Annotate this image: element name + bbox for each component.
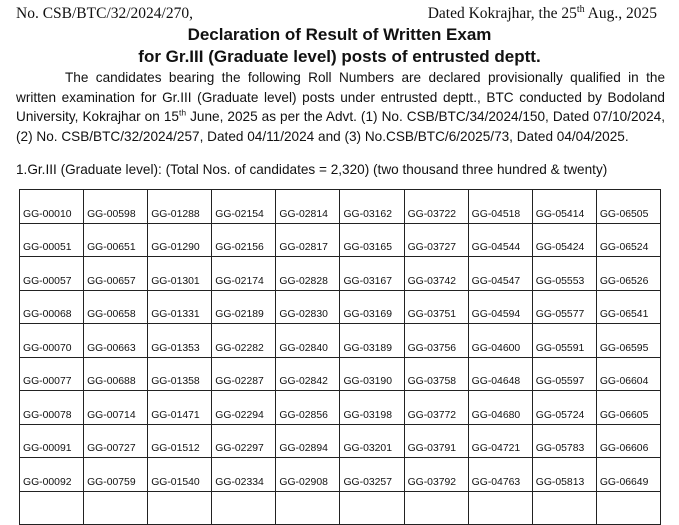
roll-number-cell: GG-04547 <box>468 257 532 291</box>
roll-number-cell <box>148 491 212 525</box>
roll-number-cell: GG-03758 <box>404 357 468 391</box>
roll-number-cell: GG-02856 <box>276 391 340 425</box>
roll-number-cell <box>276 491 340 525</box>
roll-number-cell: GG-01512 <box>148 424 212 458</box>
roll-number-cell: GG-06505 <box>596 190 660 224</box>
roll-number-cell: GG-01471 <box>148 391 212 425</box>
roll-number-cell: GG-02334 <box>212 458 276 492</box>
roll-number-cell: GG-05813 <box>532 458 596 492</box>
table-row <box>20 391 661 425</box>
roll-number-cell: GG-03190 <box>340 357 404 391</box>
roll-number-cell: GG-02297 <box>212 424 276 458</box>
roll-number-cell: GG-03162 <box>340 190 404 224</box>
roll-number-cell: GG-01331 <box>148 290 212 324</box>
roll-number-cell <box>84 491 148 525</box>
roll-number-table <box>19 189 661 525</box>
roll-number-cell: GG-04721 <box>468 424 532 458</box>
paragraph-ordinal: th <box>178 107 187 118</box>
roll-number-cell: GG-01288 <box>148 190 212 224</box>
roll-number-cell: GG-05597 <box>532 357 596 391</box>
roll-number-cell: GG-00070 <box>20 324 84 358</box>
roll-number-cell: GG-06604 <box>596 357 660 391</box>
roll-number-cell: GG-03201 <box>340 424 404 458</box>
roll-number-cell: GG-02287 <box>212 357 276 391</box>
roll-number-cell: GG-04648 <box>468 357 532 391</box>
title-line-2: for Gr.III (Graduate level) posts of entrusted deptt. <box>138 47 541 66</box>
roll-number-cell: GG-03198 <box>340 391 404 425</box>
roll-number-cell: GG-02830 <box>276 290 340 324</box>
roll-number-cell: GG-03792 <box>404 458 468 492</box>
table-row <box>20 458 661 492</box>
roll-number-cell <box>532 491 596 525</box>
roll-number-cell: GG-04763 <box>468 458 532 492</box>
title-line-1: Declaration of Result of Written Exam <box>187 25 492 44</box>
roll-number-cell: GG-05577 <box>532 290 596 324</box>
roll-number-cell: GG-03751 <box>404 290 468 324</box>
roll-number-cell: GG-06606 <box>596 424 660 458</box>
roll-number-cell: GG-02154 <box>212 190 276 224</box>
roll-number-cell: GG-00727 <box>84 424 148 458</box>
roll-number-cell: GG-02189 <box>212 290 276 324</box>
roll-number-cell: GG-00598 <box>84 190 148 224</box>
roll-number-cell: GG-06541 <box>596 290 660 324</box>
roll-number-cell: GG-03742 <box>404 257 468 291</box>
roll-number-cell: GG-00688 <box>84 357 148 391</box>
roll-number-cell: GG-00010 <box>20 190 84 224</box>
roll-number-cell <box>404 491 468 525</box>
roll-number-cell: GG-01290 <box>148 223 212 257</box>
roll-number-cell: GG-02842 <box>276 357 340 391</box>
roll-number-cell: GG-02908 <box>276 458 340 492</box>
roll-number-cell: GG-02282 <box>212 324 276 358</box>
table-row <box>20 257 661 291</box>
roll-number-cell: GG-05414 <box>532 190 596 224</box>
roll-number-cell: GG-02156 <box>212 223 276 257</box>
roll-number-cell: GG-02828 <box>276 257 340 291</box>
roll-number-cell: GG-05553 <box>532 257 596 291</box>
roll-number-cell: GG-02294 <box>212 391 276 425</box>
table-row <box>20 424 661 458</box>
roll-number-cell: GG-02894 <box>276 424 340 458</box>
table-row <box>20 190 661 224</box>
roll-number-cell <box>212 491 276 525</box>
roll-number-cell: GG-00078 <box>20 391 84 425</box>
roll-number-cell: GG-00658 <box>84 290 148 324</box>
roll-number-cell: GG-04594 <box>468 290 532 324</box>
table-row <box>20 491 661 525</box>
roll-number-cell: GG-06526 <box>596 257 660 291</box>
roll-number-cell: GG-05783 <box>532 424 596 458</box>
section-heading: 1.Gr.III (Graduate level): (Total Nos. of candidates = 2,320) (two thousand three hundred & twenty) <box>16 162 608 177</box>
roll-number-cell: GG-02174 <box>212 257 276 291</box>
roll-number-cell: GG-04680 <box>468 391 532 425</box>
roll-number-cell: GG-06649 <box>596 458 660 492</box>
table-row <box>20 357 661 391</box>
roll-number-table-body <box>20 190 661 525</box>
roll-number-cell: GG-00092 <box>20 458 84 492</box>
roll-number-cell: GG-03165 <box>340 223 404 257</box>
roll-number-cell <box>20 491 84 525</box>
table-row <box>20 223 661 257</box>
roll-number-cell: GG-00663 <box>84 324 148 358</box>
roll-number-cell: GG-06605 <box>596 391 660 425</box>
roll-number-cell: GG-02814 <box>276 190 340 224</box>
roll-number-cell: GG-00091 <box>20 424 84 458</box>
roll-number-cell: GG-01358 <box>148 357 212 391</box>
reference-line <box>16 4 657 24</box>
roll-number-cell: GG-03772 <box>404 391 468 425</box>
roll-number-cell: GG-03791 <box>404 424 468 458</box>
roll-number-cell: GG-05424 <box>532 223 596 257</box>
roll-number-cell: GG-06595 <box>596 324 660 358</box>
roll-number-cell: GG-00051 <box>20 223 84 257</box>
table-row <box>20 324 661 358</box>
notice-paragraph <box>16 68 665 146</box>
roll-number-cell: GG-05724 <box>532 391 596 425</box>
roll-number-cell <box>468 491 532 525</box>
roll-number-cell: GG-00057 <box>20 257 84 291</box>
roll-number-cell: GG-03167 <box>340 257 404 291</box>
roll-number-cell: GG-02840 <box>276 324 340 358</box>
paragraph-part-2: June, 2025 as per the Advt. (1) No. CSB/BTC/34/2024/150, Dated 07/10/2024, (2) No. CSB/BTC/32/2024/257, Dated 04/11/2024 and (3) No.CSB/BTC/6/2025/73, Dated 04/04/2025. <box>16 109 665 144</box>
roll-number-cell: GG-03169 <box>340 290 404 324</box>
roll-number-cell <box>596 491 660 525</box>
roll-number-cell: GG-04518 <box>468 190 532 224</box>
roll-number-cell: GG-02817 <box>276 223 340 257</box>
roll-number-cell: GG-05591 <box>532 324 596 358</box>
roll-number-cell: GG-00077 <box>20 357 84 391</box>
roll-number-cell: GG-04544 <box>468 223 532 257</box>
roll-number-cell: GG-00068 <box>20 290 84 324</box>
roll-number-cell <box>340 491 404 525</box>
date-prefix: Dated Kokrajhar, the 25 <box>427 5 577 22</box>
roll-number-cell: GG-01353 <box>148 324 212 358</box>
roll-number-cell: GG-01301 <box>148 257 212 291</box>
roll-number-cell: GG-01540 <box>148 458 212 492</box>
roll-number-cell: GG-00657 <box>84 257 148 291</box>
table-row <box>20 290 661 324</box>
date-line <box>428 4 657 24</box>
roll-number-cell: GG-03756 <box>404 324 468 358</box>
paragraph-part-1: The candidates bearing the following Roll Numbers are declared provisionally qualified in the written examination for Gr.III (Graduate level) posts under entrusted deptt., BTC conducted by Bodoland University, Kokrajhar on 15 <box>16 70 665 125</box>
roll-number-cell: GG-00714 <box>84 391 148 425</box>
reference-number: No. CSB/BTC/32/2024/270, <box>16 5 193 22</box>
roll-number-cell: GG-00651 <box>84 223 148 257</box>
roll-number-cell: GG-03257 <box>340 458 404 492</box>
date-ordinal: th <box>576 3 585 15</box>
roll-number-cell: GG-03189 <box>340 324 404 358</box>
roll-number-cell: GG-03727 <box>404 223 468 257</box>
date-suffix: Aug., 2025 <box>584 5 657 22</box>
roll-number-cell: GG-04600 <box>468 324 532 358</box>
roll-number-cell: GG-03722 <box>404 190 468 224</box>
roll-number-cell: GG-06524 <box>596 223 660 257</box>
roll-number-cell: GG-00759 <box>84 458 148 492</box>
